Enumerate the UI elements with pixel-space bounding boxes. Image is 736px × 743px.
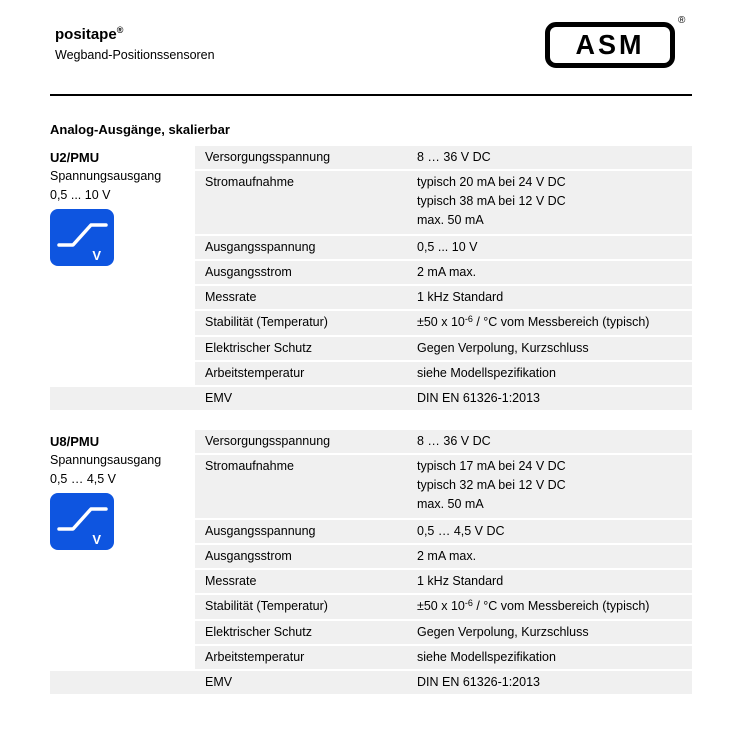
- logo-registered-mark: ®: [678, 15, 686, 26]
- spec-label: Arbeitstemperatur: [205, 650, 305, 664]
- table-row: [195, 430, 692, 453]
- table-row: [195, 570, 692, 593]
- spec-label: Ausgangsspannung: [205, 524, 316, 538]
- spec-label: Stabilität (Temperatur): [205, 315, 328, 329]
- spec-label: Stromaufnahme: [205, 459, 294, 473]
- section-title: Analog-Ausgänge, skalierbar: [50, 122, 230, 137]
- spec-value-line: typisch 20 mA bei 24 V DC: [417, 175, 566, 189]
- spec-value: DIN EN 61326-1:2013: [417, 675, 540, 689]
- spec-table-u8pmu: [50, 430, 692, 696]
- value-post: / °C vom Messbereich (typisch): [472, 599, 650, 613]
- spec-label: Messrate: [205, 574, 257, 588]
- spec-label: Versorgungsspannung: [205, 434, 331, 448]
- table-row: [195, 455, 692, 518]
- spec-value: siehe Modellspezifikation: [417, 650, 556, 664]
- spec-label: Elektrischer Schutz: [205, 625, 312, 639]
- table-row: [195, 311, 692, 335]
- table-row: [195, 236, 692, 259]
- spec-table-u2pmu: [50, 146, 692, 412]
- spec-value-line: typisch 32 mA bei 12 V DC: [417, 478, 566, 492]
- spec-label: Messrate: [205, 290, 257, 304]
- voltage-output-icon: [50, 209, 114, 266]
- model-header: [50, 146, 195, 266]
- model-name: U8/PMU: [50, 434, 100, 449]
- table-row: [195, 646, 692, 669]
- spec-value: 0,5 … 4,5 V DC: [417, 524, 505, 538]
- spec-value: 8 … 36 V DC: [417, 150, 491, 164]
- spec-value: 1 kHz Standard: [417, 290, 504, 304]
- table-row: [195, 362, 692, 385]
- spec-label: Versorgungsspannung: [205, 150, 331, 164]
- spec-value: [417, 459, 566, 514]
- spec-label: Ausgangsstrom: [205, 265, 292, 279]
- product-subtitle: Wegband-Positionssensoren: [55, 48, 215, 62]
- voltage-output-icon: [50, 493, 114, 550]
- spec-label: Elektrischer Schutz: [205, 341, 312, 355]
- spec-value: Gegen Verpolung, Kurzschluss: [417, 341, 589, 355]
- value-superscript: -6: [464, 314, 473, 324]
- spec-label: EMV: [205, 391, 233, 405]
- table-row: [195, 545, 692, 568]
- icon-unit-label: V: [92, 248, 101, 263]
- model-header: [50, 430, 195, 550]
- spec-value-line: max. 50 mA: [417, 497, 484, 511]
- spec-value: 2 mA max.: [417, 265, 477, 279]
- spec-label: Stabilität (Temperatur): [205, 599, 328, 613]
- asm-logo-text: ASM: [575, 29, 645, 60]
- spec-label: EMV: [205, 675, 233, 689]
- spec-value: 2 mA max.: [417, 549, 477, 563]
- value-pre: ±50 x 10: [417, 315, 465, 329]
- icon-unit-label: V: [92, 532, 101, 547]
- spec-value: DIN EN 61326-1:2013: [417, 391, 540, 405]
- ramp-curve-icon: [50, 209, 114, 266]
- page-header: [55, 21, 215, 63]
- spec-value: 1 kHz Standard: [417, 574, 504, 588]
- table-row: [195, 261, 692, 284]
- spec-value: 8 … 36 V DC: [417, 434, 491, 448]
- ramp-curve-icon: [50, 493, 114, 550]
- registered-mark: ®: [116, 25, 124, 35]
- model-range: 0,5 ... 10 V: [50, 188, 111, 202]
- value-pre: ±50 x 10: [417, 599, 465, 613]
- value-post: / °C vom Messbereich (typisch): [472, 315, 650, 329]
- table-row: [195, 146, 692, 169]
- product-name: positape: [55, 26, 117, 43]
- spec-value: [417, 599, 649, 615]
- asm-logo: [545, 15, 686, 68]
- spec-label: Ausgangsspannung: [205, 240, 316, 254]
- table-row: [50, 387, 692, 410]
- table-row: [195, 520, 692, 543]
- table-row: [195, 595, 692, 619]
- model-range: 0,5 … 4,5 V: [50, 472, 117, 486]
- spec-label: Arbeitstemperatur: [205, 366, 305, 380]
- spec-value: [417, 315, 649, 331]
- spec-label: Ausgangsstrom: [205, 549, 292, 563]
- spec-value: 0,5 ... 10 V: [417, 240, 478, 254]
- spec-value: [417, 175, 566, 230]
- product-title: [55, 21, 215, 44]
- table-row: [195, 171, 692, 234]
- header-divider: [50, 94, 692, 96]
- spec-value-line: typisch 38 mA bei 12 V DC: [417, 194, 566, 208]
- spec-value-line: typisch 17 mA bei 24 V DC: [417, 459, 566, 473]
- model-description: Spannungsausgang: [50, 169, 162, 183]
- spec-value: siehe Modellspezifikation: [417, 366, 556, 380]
- table-row: [50, 671, 692, 694]
- model-name: U2/PMU: [50, 150, 100, 165]
- spec-rows: [195, 146, 692, 410]
- spec-value: Gegen Verpolung, Kurzschluss: [417, 625, 589, 639]
- model-description: Spannungsausgang: [50, 453, 162, 467]
- table-row: [195, 286, 692, 309]
- spec-value-line: max. 50 mA: [417, 213, 484, 227]
- spec-rows: [195, 430, 692, 694]
- asm-logo-box: [545, 22, 675, 68]
- table-row: [195, 621, 692, 644]
- value-superscript: -6: [464, 598, 473, 608]
- table-row: [195, 337, 692, 360]
- spec-label: Stromaufnahme: [205, 175, 294, 189]
